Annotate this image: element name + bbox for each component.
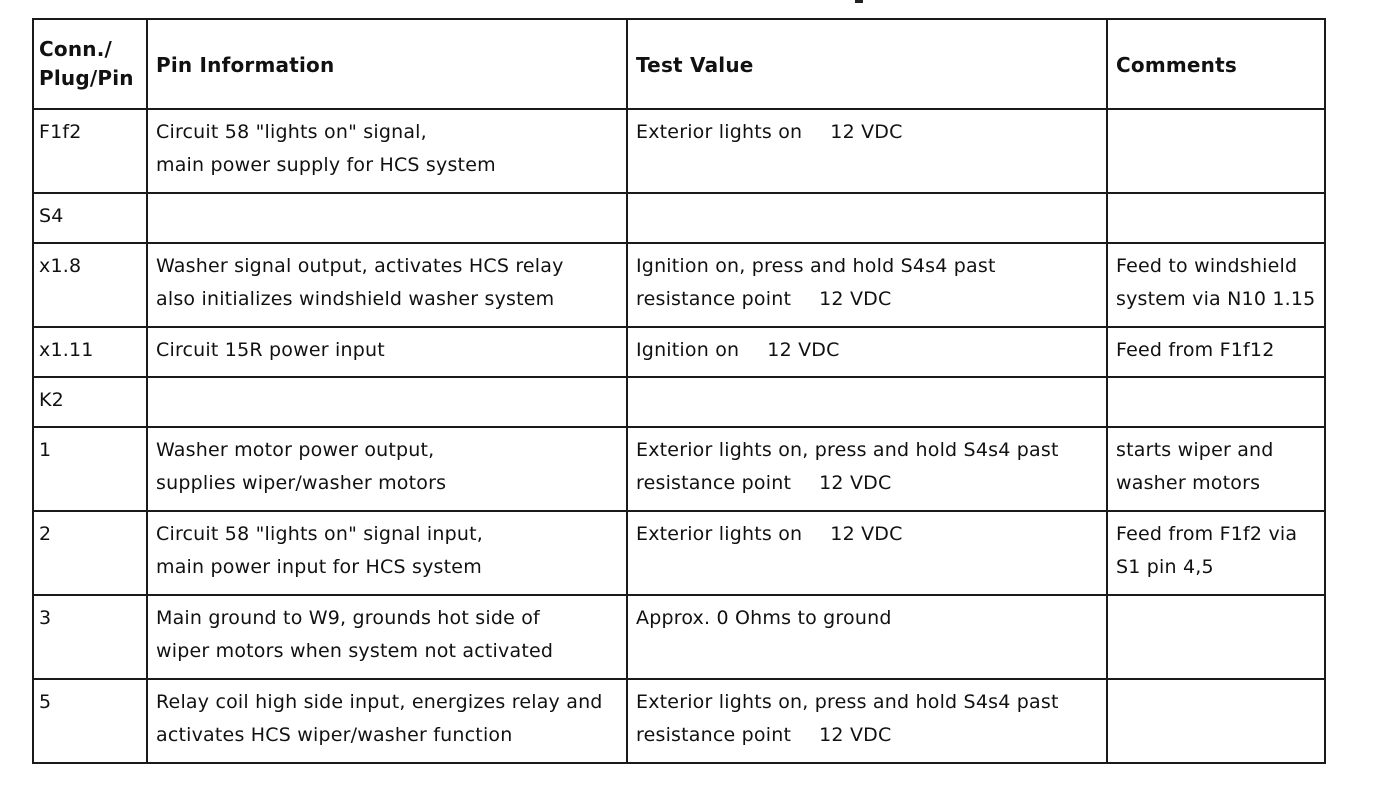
cell-comments — [1107, 193, 1325, 243]
cell-test-value — [627, 595, 1107, 679]
pin-information-line: supplies wiper/washer motors — [156, 472, 447, 494]
test-condition: resistance point — [636, 472, 792, 494]
cell-test-value — [627, 679, 1107, 763]
test-condition: resistance point — [636, 724, 792, 746]
cell-pin: S4 — [33, 193, 147, 243]
pin-information-line: Washer motor power output, — [156, 439, 435, 461]
pin-information-line: wiper motors when system not activated — [156, 640, 554, 662]
cell-test-value — [627, 511, 1107, 595]
cell-pin-information — [147, 595, 627, 679]
comment-line: Feed from F1f12 — [1116, 339, 1275, 361]
cell-pin-information — [147, 377, 627, 427]
cell-comments — [1107, 377, 1325, 427]
table-row — [33, 679, 1325, 763]
pin-information-line: Main ground to W9, grounds hot side of — [156, 607, 540, 629]
header-test-value: Test Value — [627, 19, 1107, 109]
cell-pin: K2 — [33, 377, 147, 427]
test-voltage: 12 VDC — [819, 472, 892, 494]
cell-test-value — [627, 243, 1107, 327]
pin-information-line: main power supply for HCS system — [156, 154, 496, 176]
pin-information-line: activates HCS wiper/washer function — [156, 724, 513, 746]
test-value-line — [636, 434, 1098, 467]
test-value-line — [636, 283, 1098, 316]
cell-test-value — [627, 193, 1107, 243]
cell-test-value — [627, 377, 1107, 427]
test-condition: resistance point — [636, 288, 792, 310]
scan-mark — [855, 0, 863, 3]
cell-pin: 2 — [33, 511, 147, 595]
header-conn-plug-pin — [33, 19, 147, 109]
table-row — [33, 511, 1325, 595]
comment-line: S1 pin 4,5 — [1116, 556, 1214, 578]
cell-pin-information — [147, 243, 627, 327]
pin-information-line: Circuit 58 "lights on" signal input, — [156, 523, 483, 545]
cell-pin-information — [147, 327, 627, 377]
test-value-line — [636, 686, 1098, 719]
test-value-line — [636, 334, 1098, 367]
test-condition: Ignition on, press and hold S4s4 past — [636, 255, 996, 277]
cell-test-value — [627, 327, 1107, 377]
comment-line: Feed to windshield — [1116, 255, 1298, 277]
test-value-line — [636, 116, 1098, 149]
table-row — [33, 427, 1325, 511]
cell-pin-information — [147, 679, 627, 763]
header-conn-line-2: Plug/Pin — [39, 66, 134, 90]
cell-test-value — [627, 427, 1107, 511]
pin-information-line: Washer signal output, activates HCS relay — [156, 255, 564, 277]
table-row — [33, 193, 1325, 243]
pin-information-line: also initializes windshield washer system — [156, 288, 555, 310]
test-voltage: 12 VDC — [819, 288, 892, 310]
test-condition: Exterior lights on — [636, 523, 803, 545]
test-condition: Ignition on — [636, 339, 740, 361]
pin-test-table — [32, 18, 1326, 764]
cell-pin: x1.11 — [33, 327, 147, 377]
cell-pin-information — [147, 109, 627, 193]
cell-pin: F1f2 — [33, 109, 147, 193]
test-value-line — [636, 518, 1098, 551]
table-row — [33, 377, 1325, 427]
test-condition: Exterior lights on — [636, 121, 803, 143]
cell-pin-information — [147, 511, 627, 595]
test-condition: Exterior lights on, press and hold S4s4 past — [636, 439, 1059, 461]
cell-pin: 3 — [33, 595, 147, 679]
cell-test-value — [627, 109, 1107, 193]
table-row — [33, 595, 1325, 679]
table-header-row — [33, 19, 1325, 109]
comment-line: system via N10 1.15 — [1116, 288, 1316, 310]
test-value-line — [636, 250, 1098, 283]
table-body — [33, 109, 1325, 763]
test-value-line — [636, 602, 1098, 635]
test-voltage: 12 VDC — [767, 339, 840, 361]
cell-pin: 1 — [33, 427, 147, 511]
test-value-line — [636, 467, 1098, 500]
table-row — [33, 243, 1325, 327]
comment-line: washer motors — [1116, 472, 1261, 494]
comment-line: starts wiper and — [1116, 439, 1274, 461]
test-voltage: 12 VDC — [830, 523, 903, 545]
table-row — [33, 109, 1325, 193]
test-value-line — [636, 719, 1098, 752]
test-condition: Exterior lights on, press and hold S4s4 past — [636, 691, 1059, 713]
test-voltage: 12 VDC — [819, 724, 892, 746]
cell-comments — [1107, 595, 1325, 679]
cell-comments — [1107, 243, 1325, 327]
cell-pin-information — [147, 193, 627, 243]
cell-comments — [1107, 327, 1325, 377]
cell-comments — [1107, 427, 1325, 511]
cell-pin: 5 — [33, 679, 147, 763]
cell-pin-information — [147, 427, 627, 511]
pin-information-line: Circuit 58 "lights on" signal, — [156, 121, 427, 143]
cell-pin: x1.8 — [33, 243, 147, 327]
pin-information-line: Circuit 15R power input — [156, 339, 385, 361]
cell-comments — [1107, 109, 1325, 193]
header-conn-line-1: Conn./ — [39, 37, 112, 61]
cell-comments — [1107, 511, 1325, 595]
pin-information-line: main power input for HCS system — [156, 556, 482, 578]
comment-line: Feed from F1f2 via — [1116, 523, 1298, 545]
test-voltage: 12 VDC — [830, 121, 903, 143]
cell-comments — [1107, 679, 1325, 763]
test-condition: Approx. 0 Ohms to ground — [636, 607, 892, 629]
pin-information-line: Relay coil high side input, energizes relay and — [156, 691, 603, 713]
table-row — [33, 327, 1325, 377]
header-pin-information: Pin Information — [147, 19, 627, 109]
header-comments: Comments — [1107, 19, 1325, 109]
